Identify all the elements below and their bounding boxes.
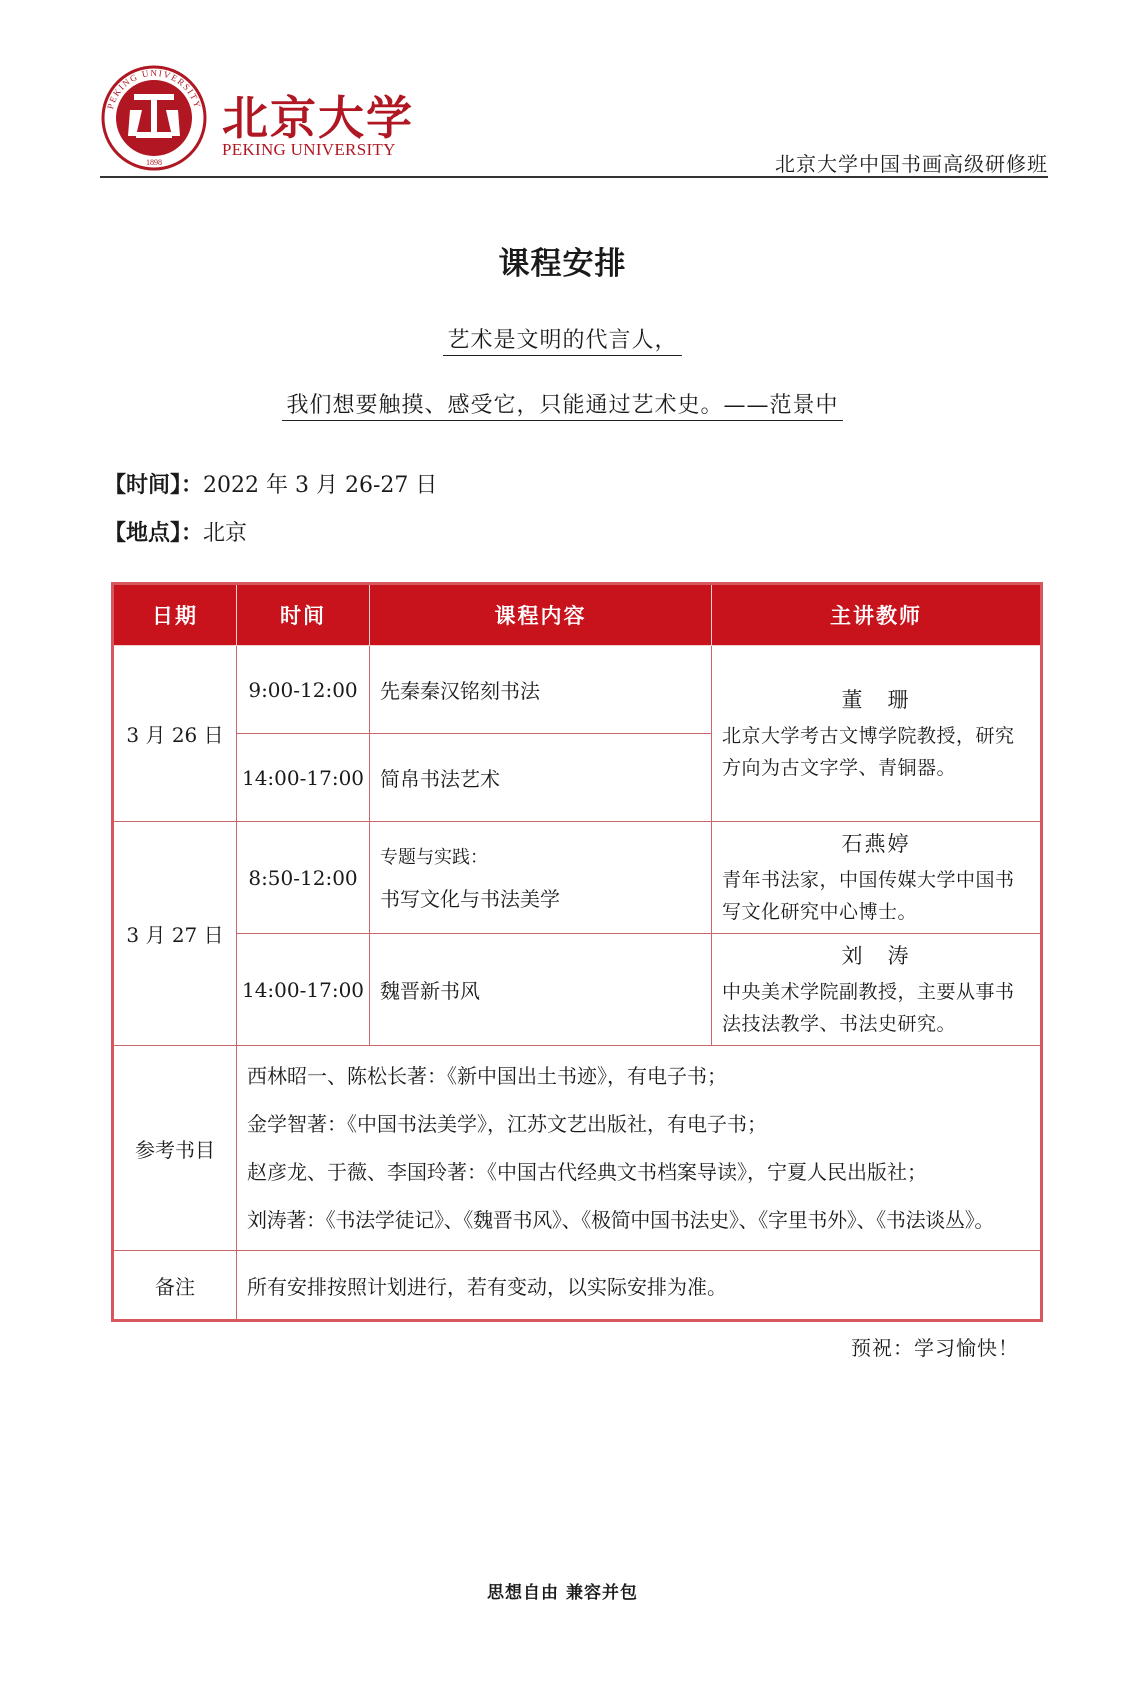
day2-session2-teacher-desc: 中央美术学院副教授，主要从事书法技法教学、书法史研究。 <box>722 980 1015 1035</box>
ref-item: 刘涛著：《书法学徒记》、《魏晋书风》、《极简中国书法史》、《字里书外》、《书法谈丛》。 <box>247 1208 995 1232</box>
day1-teacher-name: 董 珊 <box>841 687 911 712</box>
day2-session2-teacher-name: 刘 涛 <box>841 943 911 968</box>
table-row <box>113 822 1042 934</box>
time-label: 【时间】： <box>104 472 204 498</box>
header-divider <box>100 176 1048 178</box>
page-header <box>100 60 1048 180</box>
header-date: 日期 <box>113 584 237 646</box>
day2-session1-teacher <box>712 822 1042 934</box>
place-value: 北京 <box>203 521 248 546</box>
day2-session1-topic-prefix: 专题与实践： <box>380 847 488 868</box>
refs-list <box>237 1046 1042 1251</box>
day1-teacher <box>712 646 1042 822</box>
logo-chinese-name: 北京大学 <box>222 91 414 145</box>
svg-text:PEKING UNIVERSITY: PEKING UNIVERSITY <box>105 67 203 111</box>
header-time: 时间 <box>237 584 370 646</box>
day1-session2-time: 14:00-17:00 <box>237 734 370 822</box>
closing-wish: 预祝：学习愉快！ <box>851 1336 1019 1360</box>
quote-line-1: 艺术是文明的代言人， <box>0 323 1125 354</box>
place-info <box>104 516 247 547</box>
day2-session1-topic: 书写文化与书法美学 <box>380 887 560 911</box>
day2-session1-time: 8:50-12:00 <box>237 822 370 934</box>
ref-item: 赵彦龙、于薇、李国玲著：《中国古代经典文书档案导读》，宁夏人民出版社； <box>247 1160 927 1184</box>
program-name: 北京大学中国书画高级研修班 <box>775 152 1048 176</box>
place-label: 【地点】： <box>104 520 204 546</box>
table-row <box>113 1046 1042 1251</box>
refs-label: 参考书目 <box>113 1046 237 1251</box>
day2-session1-topic-cell <box>370 822 712 934</box>
notes-label: 备注 <box>113 1251 237 1321</box>
day2-session2-topic: 魏晋新书风 <box>370 934 712 1046</box>
header-content: 课程内容 <box>370 584 712 646</box>
svg-text:1898: 1898 <box>146 158 162 167</box>
header-teacher: 主讲教师 <box>712 584 1042 646</box>
university-motto: 思想自由 兼容并包 <box>487 1583 638 1603</box>
day1-date: 3 月 26 日 <box>113 646 237 822</box>
day1-session2-topic: 简帛书法艺术 <box>370 734 712 822</box>
ref-item: 西林昭一、陈松长著：《新中国出土书迹》，有电子书； <box>247 1064 727 1088</box>
ref-item: 金学智著：《中国书法美学》，江苏文艺出版社，有电子书； <box>247 1112 767 1136</box>
day1-session1-time: 9:00-12:00 <box>237 646 370 734</box>
day2-session2-time: 14:00-17:00 <box>237 934 370 1046</box>
logo-english-name: PEKING UNIVERSITY <box>222 140 396 159</box>
notes-text: 所有安排按照计划进行，若有变动，以实际安排为准。 <box>237 1251 1042 1321</box>
table-row <box>113 1251 1042 1321</box>
day1-session1-topic: 先秦秦汉铭刻书法 <box>370 646 712 734</box>
schedule-table <box>111 582 1043 1322</box>
page-title: 课程安排 <box>498 246 627 282</box>
time-info <box>104 468 437 499</box>
day2-date: 3 月 27 日 <box>113 822 237 1046</box>
time-value: 2022 年 3 月 26-27 日 <box>203 473 438 498</box>
table-header-row <box>113 584 1042 646</box>
day2-session2-teacher <box>712 934 1042 1046</box>
day2-session1-teacher-desc: 青年书法家，中国传媒大学中国书写文化研究中心博士。 <box>722 868 1015 923</box>
day2-session1-teacher-name: 石燕婷 <box>841 831 911 856</box>
table-row <box>113 934 1042 1046</box>
quote-line-2: 我们想要触摸、感受它，只能通过艺术史。——范景中 <box>0 388 1125 419</box>
peking-university-seal-icon <box>100 64 208 172</box>
day1-teacher-desc: 北京大学考古文博学院教授，研究方向为古文字学、青铜器。 <box>722 724 1015 779</box>
table-row <box>113 646 1042 734</box>
